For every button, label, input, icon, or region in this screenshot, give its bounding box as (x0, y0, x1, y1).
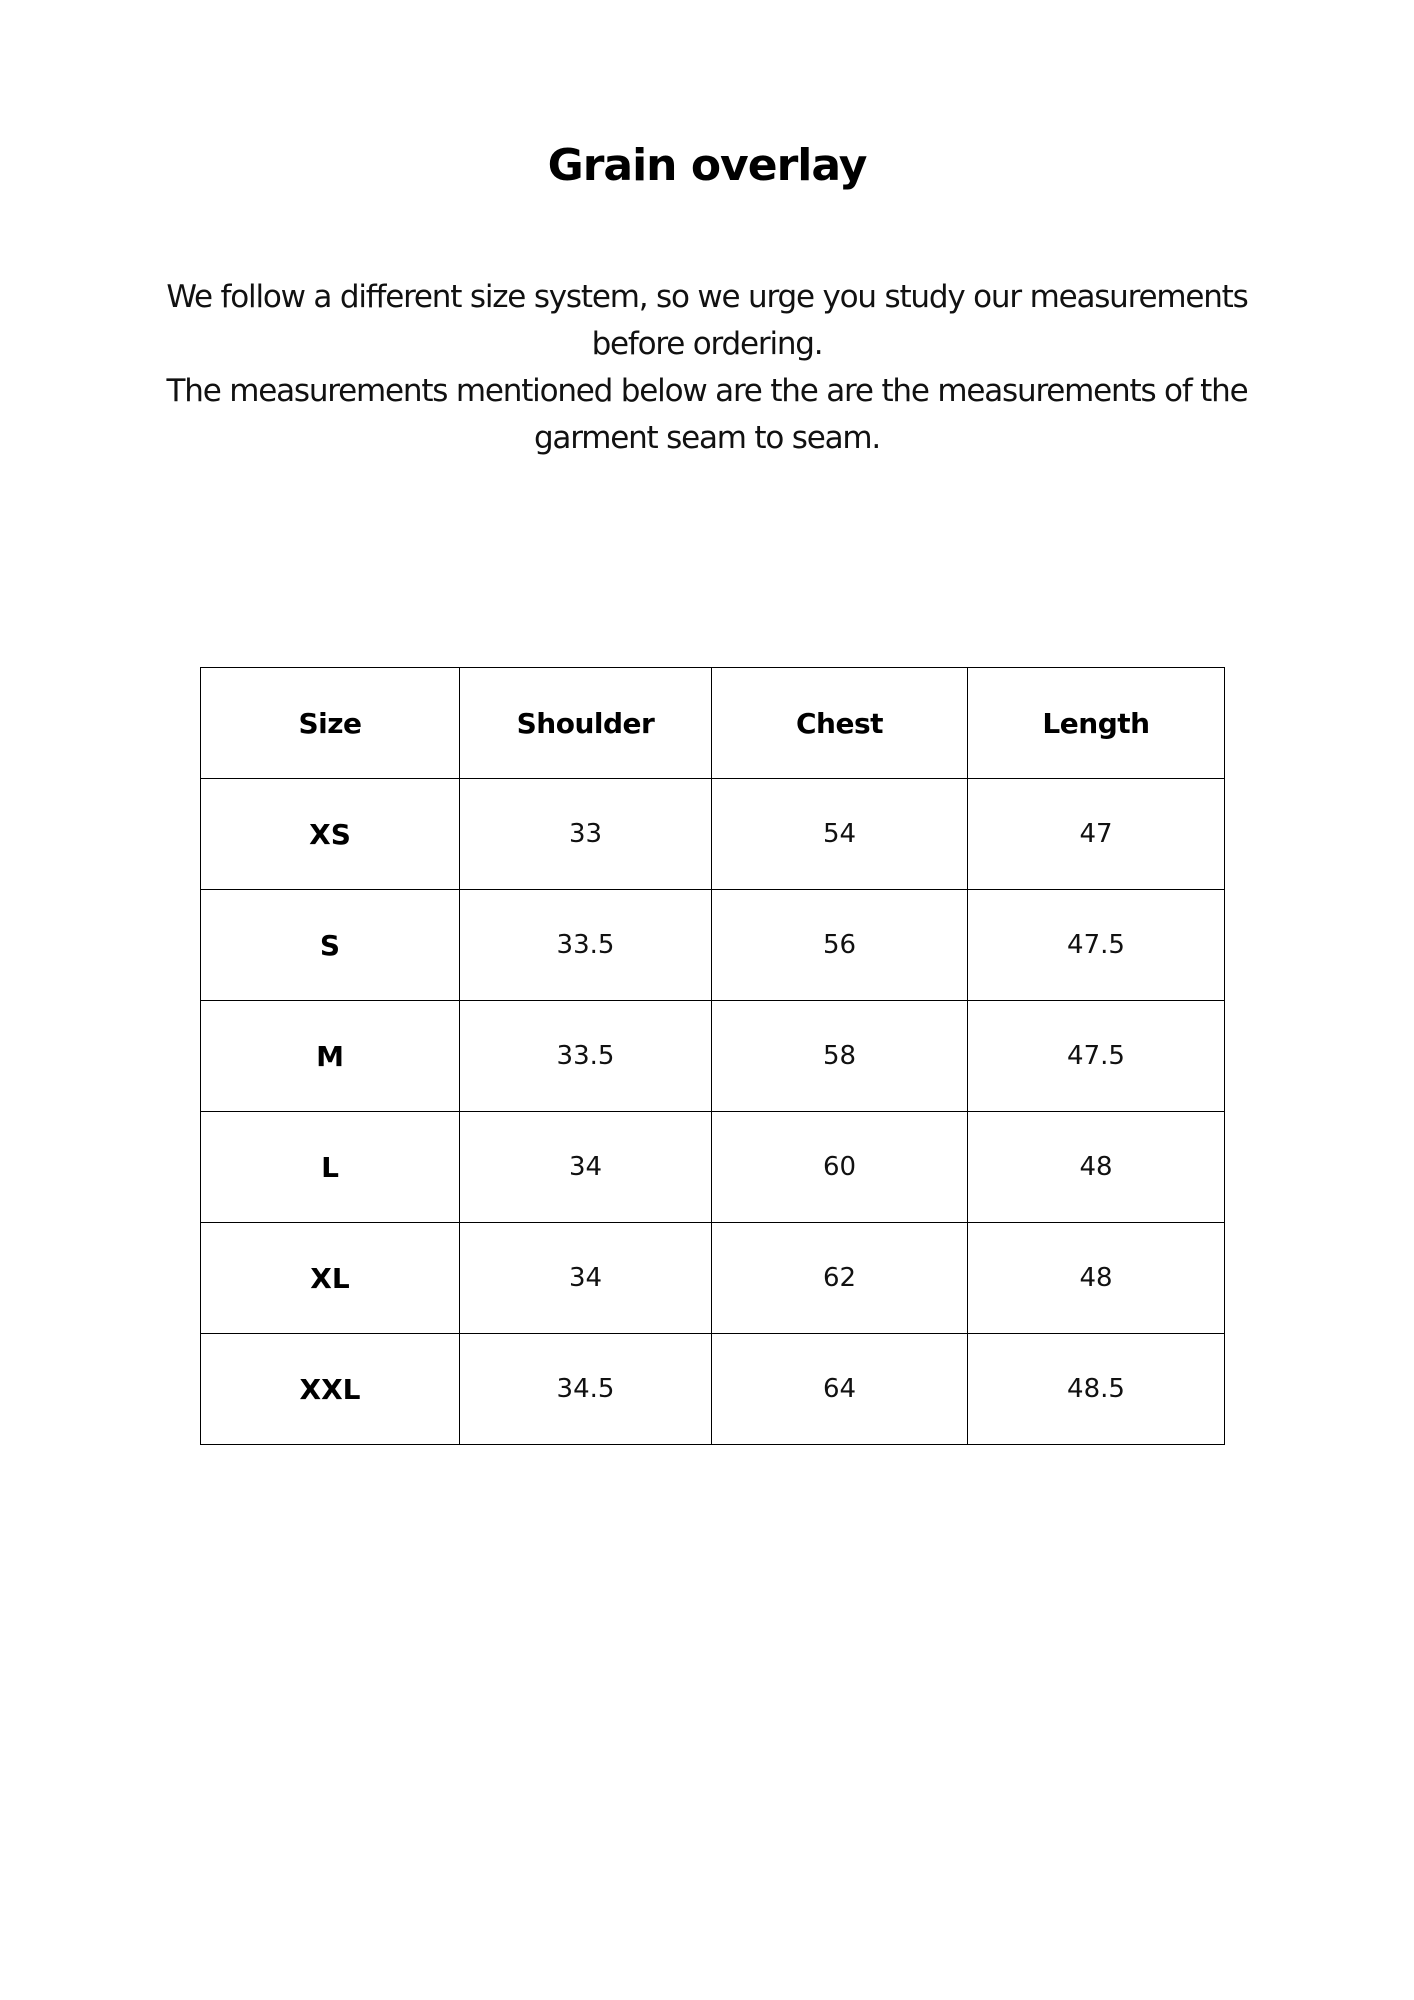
table-header-row (201, 668, 1225, 779)
shoulder-value: 34 (460, 1112, 712, 1223)
size-label: L (201, 1112, 460, 1223)
length-value: 47.5 (968, 1001, 1225, 1112)
size-label: S (201, 890, 460, 1001)
header-chest: Chest (712, 668, 968, 779)
table-row (201, 1223, 1225, 1334)
shoulder-value: 33.5 (460, 890, 712, 1001)
shoulder-value: 33 (460, 779, 712, 890)
table-row (201, 1001, 1225, 1112)
size-label: XXL (201, 1334, 460, 1445)
length-value: 48 (968, 1223, 1225, 1334)
length-value: 48 (968, 1112, 1225, 1223)
size-label: M (201, 1001, 460, 1112)
header-length: Length (968, 668, 1225, 779)
length-value: 48.5 (968, 1334, 1225, 1445)
shoulder-value: 34.5 (460, 1334, 712, 1445)
header-size: Size (201, 668, 460, 779)
length-value: 47.5 (968, 890, 1225, 1001)
length-value: 47 (968, 779, 1225, 890)
chest-value: 60 (712, 1112, 968, 1223)
chest-value: 62 (712, 1223, 968, 1334)
chest-value: 54 (712, 779, 968, 890)
shoulder-value: 34 (460, 1223, 712, 1334)
header-shoulder: Shoulder (460, 668, 712, 779)
size-label: XS (201, 779, 460, 890)
page-title: Grain overlay (547, 140, 867, 191)
intro-paragraph-measurements: The measurements mentioned below are the are the measurements of the garment seam to seam. (166, 373, 1248, 456)
chest-value: 56 (712, 890, 968, 1001)
table-row (201, 890, 1225, 1001)
chest-value: 64 (712, 1334, 968, 1445)
shoulder-value: 33.5 (460, 1001, 712, 1112)
table-row (201, 779, 1225, 890)
size-label: XL (201, 1223, 460, 1334)
table-row (201, 1112, 1225, 1223)
size-chart-table (200, 667, 1225, 1445)
table-row (201, 1334, 1225, 1445)
chest-value: 58 (712, 1001, 968, 1112)
intro-paragraph-size-system: We follow a different size system, so we urge you study our measurements before ordering. (166, 279, 1248, 362)
intro-text (150, 274, 1264, 462)
